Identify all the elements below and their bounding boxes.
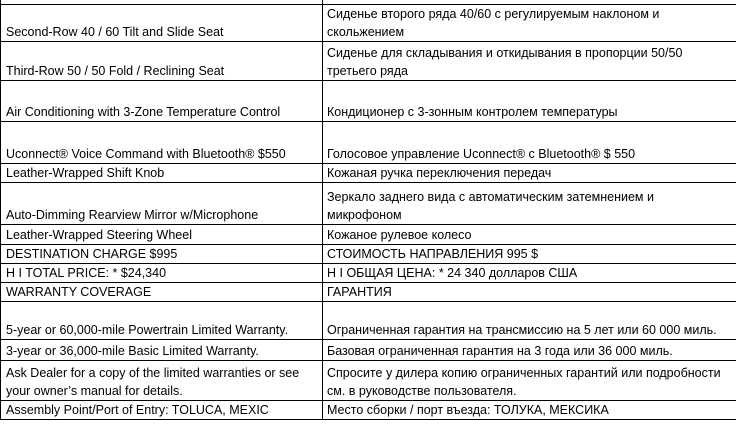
table-cell-ru[interactable]: СТОИМОСТЬ НАПРАВЛЕНИЯ 995 $ — [323, 244, 736, 263]
table-cell-ru[interactable]: Кожаное рулевое колесо — [323, 224, 736, 244]
table-cell-en[interactable]: Second-Row 40 / 60 Tilt and Slide Seat — [1, 4, 323, 41]
table-cell-en[interactable]: DESTINATION CHARGE $995 — [1, 244, 323, 263]
table-cell-ru[interactable]: Сиденье второго ряда 40/60 с регулируемым наклоном и скольжением — [323, 4, 736, 41]
table-cell-en[interactable]: Leather-Wrapped Steering Wheel — [1, 224, 323, 244]
table-cell-en[interactable]: 3-year or 36,000-mile Basic Limited Warranty. — [1, 339, 323, 360]
table-cell-ru[interactable]: Базовая ограниченная гарантия на 3 года или 36 000 миль. — [323, 339, 736, 360]
table-cell-en[interactable]: Auto-Dimming Rearview Mirror w/Microphone — [1, 182, 323, 224]
table-row — [1, 163, 736, 182]
table-cell-en[interactable]: Uconnect® Voice Command with Bluetooth® $550 — [1, 121, 323, 163]
table-cell-ru[interactable]: Н I ОБЩАЯ ЦЕНА: * 24 340 долларов США — [323, 263, 736, 282]
table-cell-en[interactable]: 5-year or 60,000-mile Powertrain Limited Warranty. — [1, 301, 323, 339]
table-cell-ru[interactable]: Ограниченная гарантия на трансмиссию на 5 лет или 60 000 миль. — [323, 301, 736, 339]
table-cell-ru[interactable]: Зеркало заднего вида с автоматическим затемнением и микрофоном — [323, 182, 736, 224]
table-cell-ru[interactable]: Кондиционер с 3-зонным контролем температуры — [323, 80, 736, 121]
table-cell-ru[interactable]: Место сборки / порт въезда: ТОЛУКА, МЕКСИКА — [323, 400, 736, 419]
table-cell-ru[interactable]: ГАРАНТИЯ — [323, 282, 736, 301]
table-row — [1, 182, 736, 224]
table-cell-ru[interactable]: Спросите у дилера копию ограниченных гарантий или подробности см. в руководстве пользователя. — [323, 360, 736, 400]
table-row — [1, 244, 736, 263]
table-row — [1, 282, 736, 301]
table-cell-en[interactable]: WARRANTY COVERAGE — [1, 282, 323, 301]
table-row — [1, 41, 736, 80]
table-cell-ru[interactable]: Кожаная ручка переключения передач — [323, 163, 736, 182]
table-row — [1, 121, 736, 163]
table-row — [1, 301, 736, 339]
table-row — [1, 339, 736, 360]
table-cell-en[interactable]: Leather-Wrapped Shift Knob — [1, 163, 323, 182]
table-row — [1, 263, 736, 282]
table-cell-en[interactable]: Third-Row 50 / 50 Fold / Reclining Seat — [1, 41, 323, 80]
table-row — [1, 224, 736, 244]
table-row — [1, 400, 736, 419]
table-cell-ru[interactable]: Голосовое управление Uconnect® с Bluetooth® $ 550 — [323, 121, 736, 163]
table-row — [1, 4, 736, 41]
table-row — [1, 360, 736, 400]
table-cell-en[interactable]: Ask Dealer for a copy of the limited warranties or see your owner’s manual for details. — [1, 360, 323, 400]
table-cell-ru[interactable]: Сиденье для складывания и откидывания в пропорции 50/50 третьего ряда — [323, 41, 736, 80]
table-cell-en[interactable]: Assembly Point/Port of Entry: TOLUCA, MEXIC — [1, 400, 323, 419]
table-row — [1, 80, 736, 121]
table-cell-en[interactable]: H I TOTAL PRICE: * $24,340 — [1, 263, 323, 282]
table-cell-en[interactable]: Air Conditioning with 3-Zone Temperature Control — [1, 80, 323, 121]
